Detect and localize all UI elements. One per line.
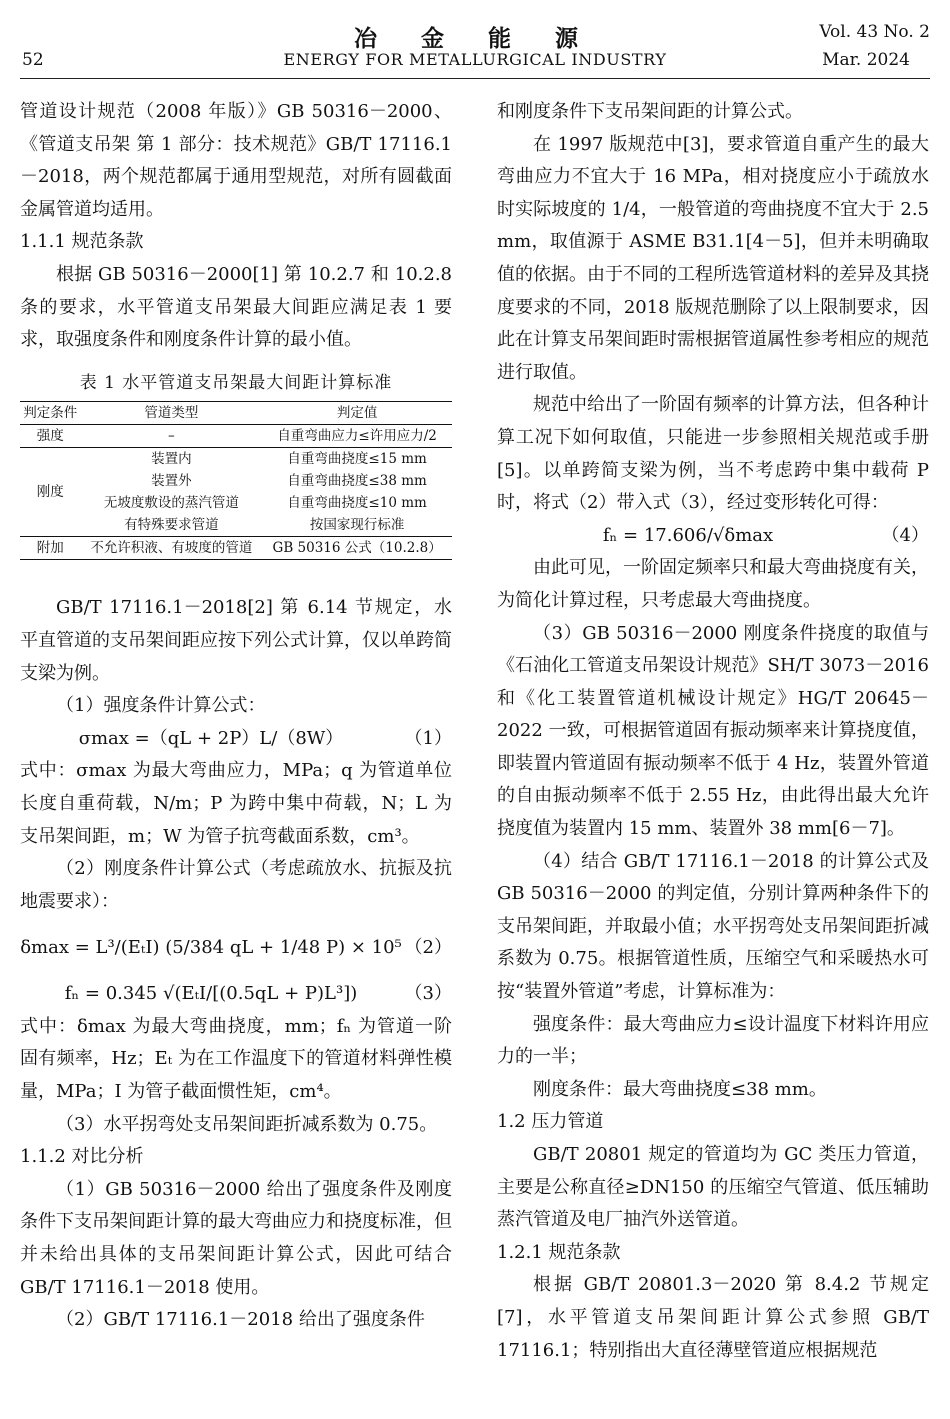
paragraph: 由此可见，一阶固定频率只和最大弯曲挠度有关，为简化计算过程，只考虑最大弯曲挠度。 xyxy=(497,557,929,611)
table-cell: 按国家现行标准 xyxy=(309,517,405,534)
paragraph: （3）GB 50316－2000 刚度条件挠度的取值与《石油化工管道支吊架设计规范》SH/T 3073－2016 和《化工装置管道机械设计规定》HG/T 20645－2022 一致，可根据管道固有振动频率来计算挠度值，即装置内管道固有振动频率不低于 4 Hz，装置外管道的自由振动频率不低于 2.55 Hz，由此得出最大允许挠度值为装置内 15 mm、装置外 38 mm[6－7]。 xyxy=(497,622,929,840)
table-cell: 自重弯曲挠度≤38 mm xyxy=(287,473,427,490)
criteria-table xyxy=(20,401,452,560)
table-cell: 自重弯曲应力≤许用应力/2 xyxy=(277,428,437,445)
equation-body: fₙ = 17.606/√δmax xyxy=(602,524,774,546)
table-cell: GB 50316 公式（10.2.8） xyxy=(262,537,452,560)
table-row xyxy=(20,470,452,492)
equation-number: （2） xyxy=(404,936,452,958)
paragraph: （2）刚度条件计算公式（考虑疏放水、抗振及抗地震要求）： xyxy=(20,858,452,912)
equation-4 xyxy=(497,520,929,553)
table-cell: 不允许积液、有坡度的管道 xyxy=(81,537,263,560)
journal-title-cn: 冶 金 能 源 xyxy=(353,25,597,52)
table-header: 判定值 xyxy=(262,402,452,425)
section-heading: 1.1.1 规范条款 xyxy=(20,231,144,253)
paragraph: 强度条件：最大弯曲应力≤设计温度下材料许用应力的一半； xyxy=(497,1013,929,1068)
table-header: 判定条件 xyxy=(20,402,81,425)
page-number: 52 xyxy=(22,50,44,70)
paragraph: 根据 GB/T 20801.3－2020 第 8.4.2 节规定[7]，水平管道支吊架间距计算公式参照 GB/T 17116.1；特别指出大直径薄壁管道应根据规范 xyxy=(497,1274,929,1361)
paragraph: 式中：δmax 为最大弯曲挠度，mm；fₙ 为管道一阶固有频率，Hz；Eₜ 为在工作温度下的管道材料弹性模量，MPa；I 为管子截面惯性矩，cm⁴。 xyxy=(20,1015,452,1103)
paragraph: GB/T 17116.1－2018[2] 第 6.14 节规定，水平直管道的支吊架间距应按下列公式计算，仅以单跨简支梁为例。 xyxy=(20,597,452,684)
table-row xyxy=(20,492,452,514)
right-column xyxy=(497,96,929,1367)
equation-number: （1） xyxy=(404,727,452,749)
table-cell: 装置内 xyxy=(81,448,263,471)
table-cell: 装置外 xyxy=(151,473,192,490)
equation-number: （4） xyxy=(881,524,929,546)
equation-part: × 10⁵ xyxy=(350,936,402,958)
paragraph: 规范中给出了一阶固有频率的计算方法，但各种计算工况下如何取值，只能进一步参照相关规范或手册[5]。以单跨简支梁为例，当不考虑跨中集中载荷 P 时，将式（2）带入式（3），经过变形转化可得： xyxy=(497,394,929,514)
table-cell: 强度 xyxy=(36,428,64,445)
paragraph: （4）结合 GB/T 17116.1－2018 的计算公式及 GB 50316－2000 的判定值，分别计算两种条件下的支吊架间距，并取最小值；水平拐弯处支吊架间距折减系数为 0.75。根据管道性质，压缩空气和采暖热水可按“装置外管道”考虑，计算标准为： xyxy=(497,850,929,1003)
equation-body: fₙ = 0.345 √(EₜI/[(0.5qL + P)L³]) xyxy=(64,983,358,1005)
journal-title-en: ENERGY FOR METALLURGICAL INDUSTRY xyxy=(283,50,667,69)
table-row xyxy=(20,448,452,471)
table-cell: 有特殊要求管道 xyxy=(124,517,219,534)
table-row xyxy=(20,537,452,560)
equation-body: σmax =（qL + 2P）L/（8W） xyxy=(78,727,344,749)
equation-2 xyxy=(20,918,452,978)
paragraph: 根据 GB 50316－2000[1] 第 10.2.7 和 10.2.8 条的要求，水平管道支吊架最大间距应满足表 1 要求，取强度条件和刚度条件计算的最小值。 xyxy=(20,263,452,351)
paragraph: GB/T 20801 规定的管道均为 GC 类压力管道，主要是公称直径≥DN150 的压缩空气管道、低压辅助蒸汽管道及电厂抽汽外送管道。 xyxy=(497,1144,929,1231)
issue-date: Mar. 2024 xyxy=(822,50,910,70)
page-header xyxy=(0,0,950,80)
equation-3 xyxy=(20,978,452,1011)
table-row xyxy=(20,514,452,537)
equation-1 xyxy=(20,723,452,756)
paragraph: 管道设计规范（2008 年版）》GB 50316－2000、《管道支吊架 第 1 部分：技术规范》GB/T 17116.1－2018，两个规范都属于通用型规范，对所有圆截面金属管道均适用。 xyxy=(20,101,452,220)
table-cell: 自重弯曲挠度≤10 mm xyxy=(287,495,427,512)
table-cell: – xyxy=(168,428,175,445)
table-cell: 无坡度敷设的蒸汽管道 xyxy=(103,495,239,512)
equation-number: （3） xyxy=(404,983,452,1005)
paragraph: 和刚度条件下支吊架间距的计算公式。 xyxy=(497,101,803,122)
equation-part: δmax = L³/(EₜI) xyxy=(20,936,160,958)
table-header: 管道类型 xyxy=(81,402,263,425)
section-heading: 1.2 压力管道 xyxy=(497,1111,604,1133)
volume-issue: Vol. 43 No. 2 xyxy=(819,22,930,42)
table-cell: 自重弯曲挠度≤15 mm xyxy=(262,448,452,471)
table-caption: 表 1 水平管道支吊架最大间距计算标准 xyxy=(79,372,393,393)
paragraph: 刚度条件：最大弯曲挠度≤38 mm。 xyxy=(533,1078,827,1100)
section-heading: 1.1.2 对比分析 xyxy=(20,1146,144,1168)
paragraph: （2）GB/T 17116.1－2018 给出了强度条件 xyxy=(56,1309,425,1331)
header-rule xyxy=(20,78,930,79)
table-cell: 刚度 xyxy=(20,448,81,537)
paragraph: （1）GB 50316－2000 给出了强度条件及刚度条件下支吊架间距计算的最大弯曲应力和挠度标准，但并未给出具体的支吊架间距计算公式，因此可结合 GB/T 17116.1－2018 使用。 xyxy=(20,1178,452,1298)
equation-part: 5/384 qL + 1/48 P xyxy=(172,936,339,958)
section-heading: 1.2.1 规范条款 xyxy=(497,1241,621,1263)
table-row xyxy=(20,425,452,448)
left-column xyxy=(20,96,452,1337)
table-cell: 附加 xyxy=(20,537,81,560)
equation-body: δmax = L³/(EₜI) (5/384 qL + 1/48 P) × 10⁵ xyxy=(20,936,402,958)
paragraph: （1）强度条件计算公式： xyxy=(56,695,266,717)
paragraph: 式中：σmax 为最大弯曲应力，MPa；q 为管道单位长度自重荷载，N/m；P 为跨中集中荷载，N；L 为支吊架间距，m；W 为管子抗弯截面系数，cm³。 xyxy=(20,760,452,847)
paragraph: 在 1997 版规范中[3]，要求管道自重产生的最大弯曲应力不宜大于 16 MPa，相对挠度应小于疏放水时实际坡度的 1/4，一般管道的弯曲挠度不宜大于 2.5 mm，取值源于 ASME B31.1[4－5]，但并未明确取值的依据。由于不同的工程所选管道材料的差异及其挠度要求的不同，2018 版规范删除了以上限制要求，因此在计算支吊架间距时需根据管道属性参考相应的规范进行取值。 xyxy=(497,133,929,383)
paragraph: （3）水平拐弯处支吊架间距折减系数为 0.75。 xyxy=(56,1113,438,1135)
